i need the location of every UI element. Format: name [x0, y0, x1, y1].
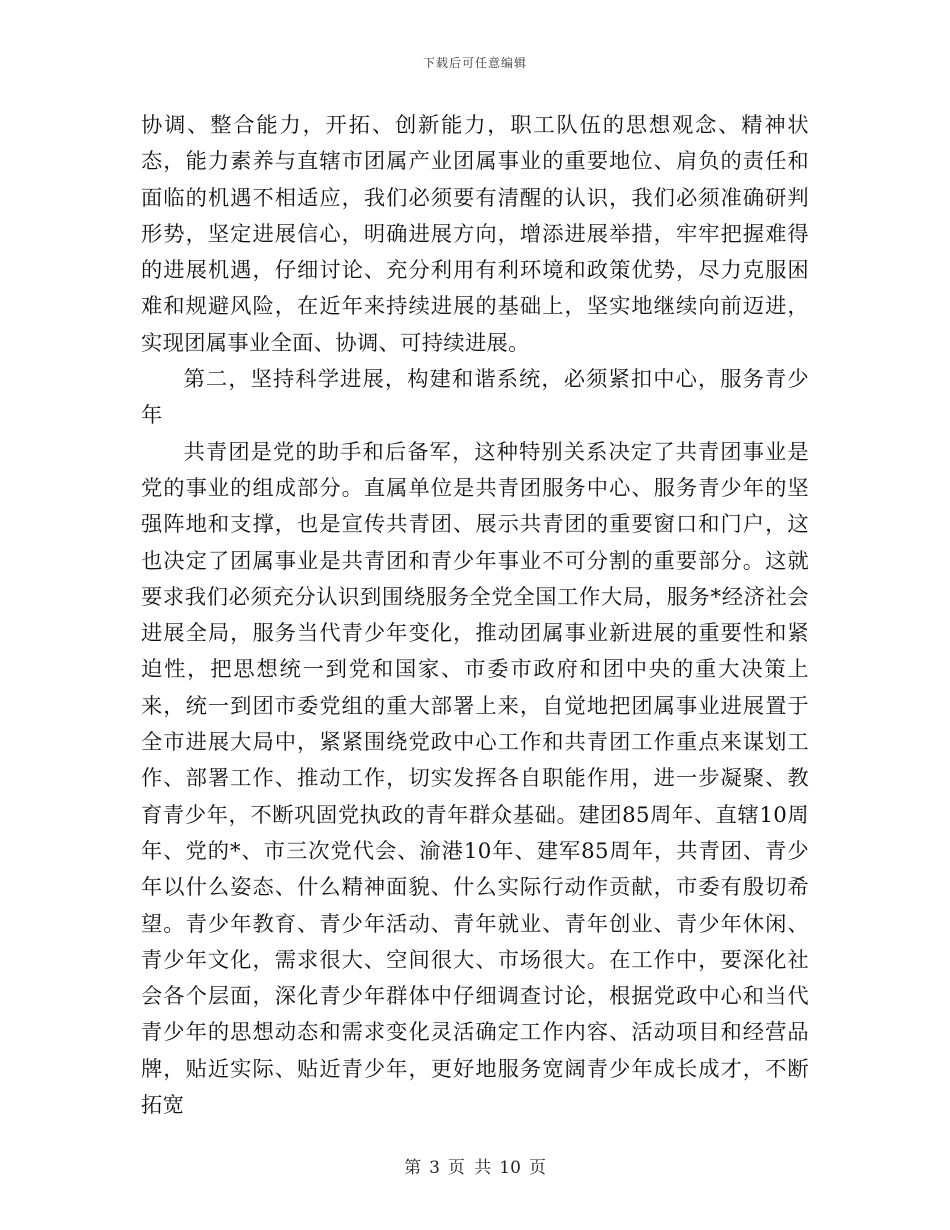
- paragraph-2: 共青团是党的助手和后备军，这种特别关系决定了共青团事业是党的事业的组成部分。直属单位是共青团服务中心、服务青少年的坚强阵地和支撑，也是宣传共青团、展示共青团的重要窗口和门户，这也决定了团属事业是共青团和青少年事业不可分割的重要部分。这就要求我们必须充分认识到围绕服务全党全国工作大局，服务*经济社会进展全局，服务当代青少年变化，推动团属事业新进展的重要性和紧迫性，把思想统一到党和国家、市委市政府和团中央的重大决策上来，统一到团市委党组的重大部署上来，自觉地把团属事业进展置于全市进展大局中，紧紧围绕党政中心工作和共青团工作重点来谋划工作、部署工作、推动工作，切实发挥各自职能作用，进一步凝聚、教育青少年，不断巩固党执政的青年群众基础。建团85周年、直辖10周年、党的*、市三次党代会、渝港10年、建军85周年，共青团、青少年以什么姿态、什么精神面貌、什么实际行动作贡献，市委有殷切希望。青少年教育、青少年活动、青年就业、青年创业、青少年休闲、青少年文化，需求很大、空间很大、市场很大。在工作中，要深化社会各个层面，深化青少年群体中仔细调查讨论，根据党政中心和当代青少年的思想动态和需求变化灵活确定工作内容、活动项目和经营品牌，贴近实际、贴近青少年，更好地服务宽阔青少年成长成才，不断拓宽: [141, 439, 809, 1119]
- total-pages-number: 10: [499, 1158, 521, 1178]
- current-page-number: 3: [429, 1158, 440, 1178]
- document-body: [141, 108, 809, 1124]
- footer-prefix: 第: [404, 1158, 422, 1178]
- section-heading: 第二，坚持科学进展，构建和谐系统，必须紧扣中心，服务青少年: [141, 367, 809, 429]
- footer-middle: 页 共: [447, 1158, 492, 1178]
- page-header: 下载后可任意编辑: [422, 56, 527, 70]
- paragraph-1: 协调、整合能力，开拓、创新能力，职工队伍的思想观念、精神状态，能力素养与直辖市团属产业团属事业的重要地位、肩负的责任和面临的机遇不相适应，我们必须要有清醒的认识，我们必须准确研判形势，坚定进展信心，明确进展方向，增添进展举措，牢牢把握难得的进展机遇，仔细讨论、充分利用有利环境和政策优势，尽力克服困难和规避风险，在近年来持续进展的基础上，坚实地继续向前迈进，实现团属事业全面、协调、可持续进展。: [141, 113, 809, 356]
- footer-suffix: 页: [528, 1158, 546, 1178]
- page-footer: [0, 1153, 950, 1178]
